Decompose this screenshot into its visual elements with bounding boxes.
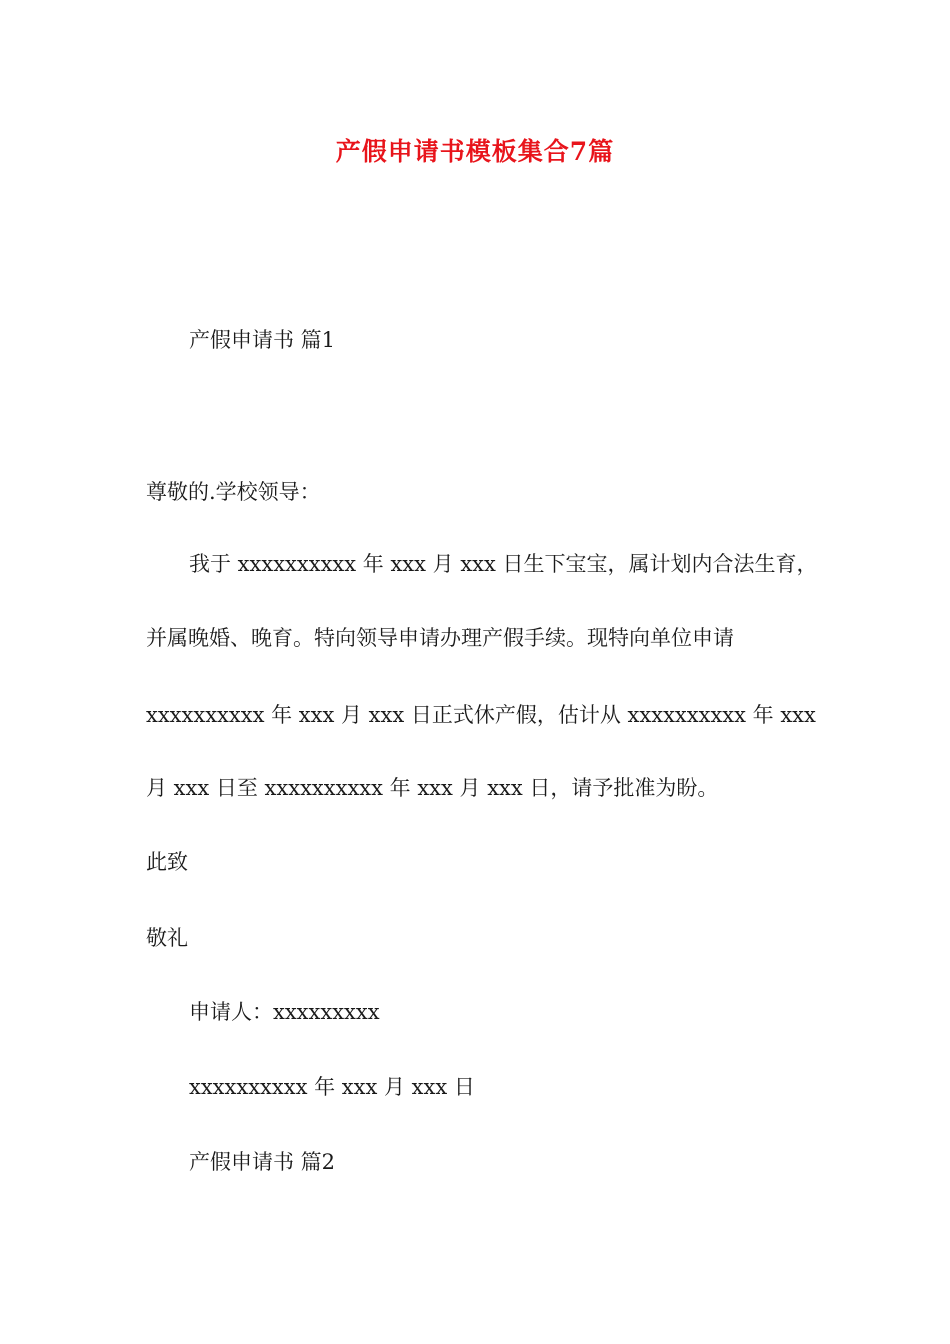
body-line-1: 我于 xxxxxxxxxx 年 xxx 月 xxx 日生下宝宝，属计划内合法生育， [189, 552, 818, 576]
document-title: 产假申请书模板集合7篇 [335, 137, 615, 166]
body-line-2: 并属晚婚、晚育。特向领导申请办理产假手续。现特向单位申请 [146, 626, 734, 650]
section-heading-1: 产假申请书 篇1 [189, 328, 336, 352]
closing-cizhi: 此致 [146, 850, 188, 874]
body-line-3: xxxxxxxxxx 年 xxx 月 xxx 日正式休产假，估计从 xxxxxxxxxx 年 xxx [146, 703, 816, 727]
closing-jingli: 敬礼 [146, 926, 188, 950]
section-heading-2: 产假申请书 篇2 [189, 1150, 336, 1174]
body-line-4: 月 xxx 日至 xxxxxxxxxx 年 xxx 月 xxx 日，请予批准为盼。 [146, 776, 719, 800]
date-line: xxxxxxxxxx 年 xxx 月 xxx 日 [189, 1075, 475, 1099]
salutation: 尊敬的.学校领导： [146, 480, 321, 504]
applicant-line: 申请人：xxxxxxxxx [189, 1000, 380, 1024]
